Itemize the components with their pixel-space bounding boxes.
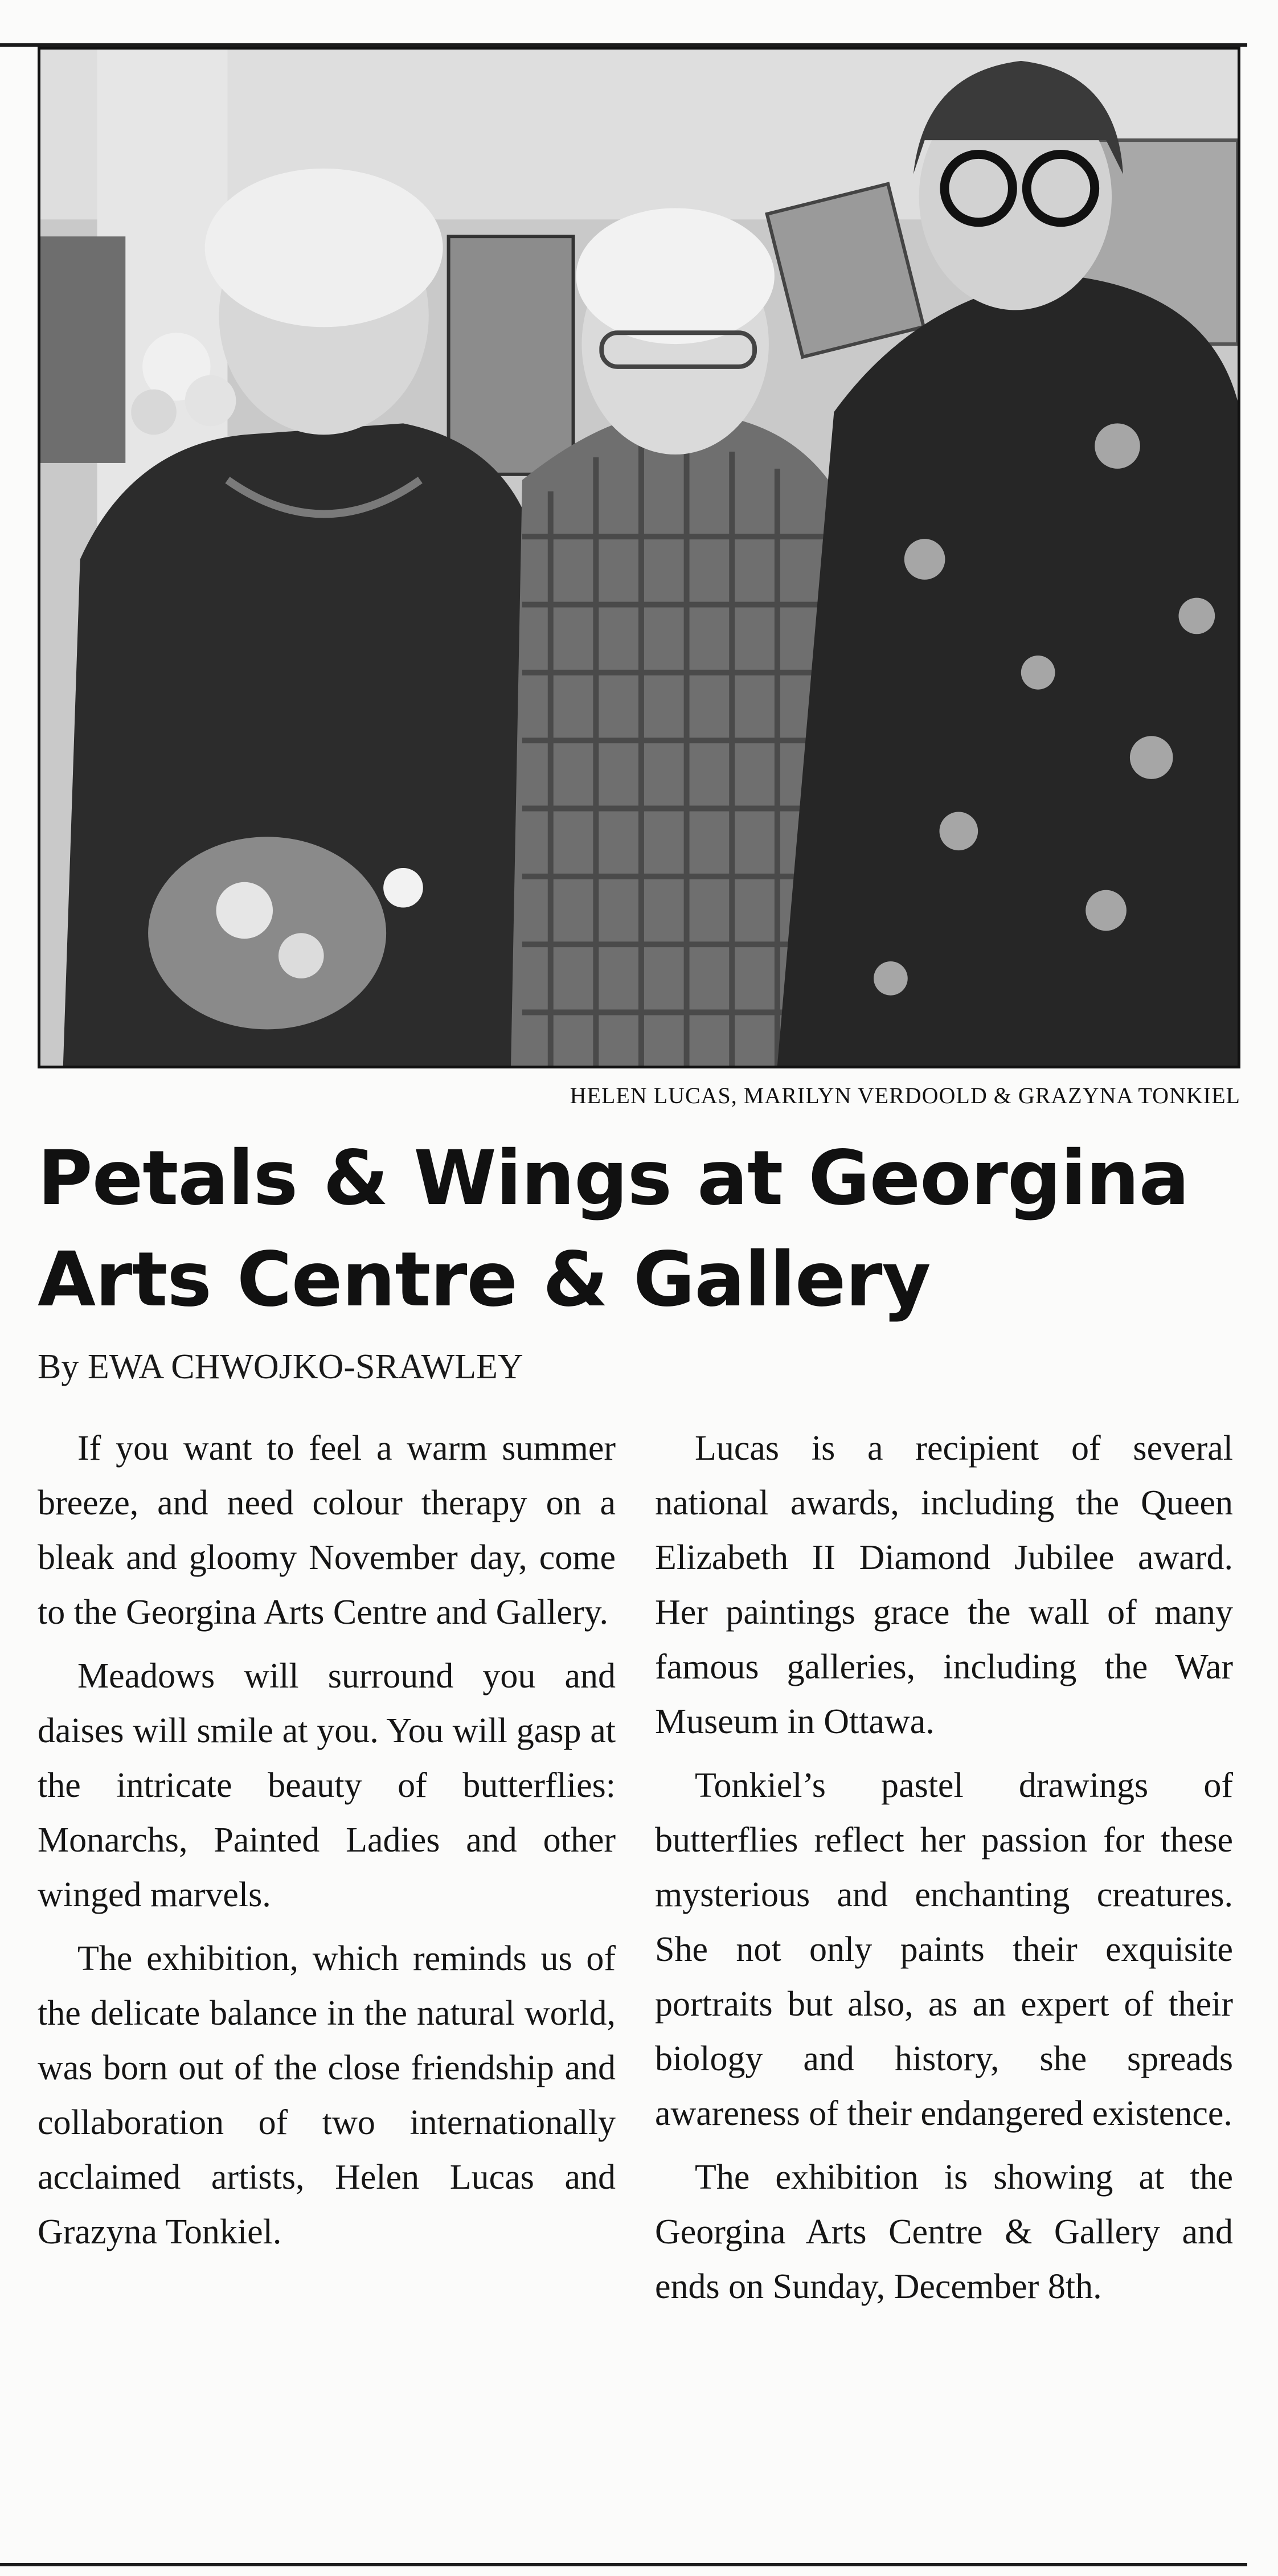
paragraph: The exhibition is showing at the Georgina Arts Centre & Gallery and ends on Sunday, December 8th. [655,2158,1233,2306]
photo-caption: HELEN LUCAS, MARILYN VERDOOLD & GRAZYNA TONKIEL [570,1083,1240,1108]
paragraph: Lucas is a recipient of several national awards, including the Queen Elizabeth II Diamond Jubilee award. Her paintings grace the wall of many famous galleries, including the War Museum in Ottawa. [655,1429,1233,1741]
paragraph: The exhibition, which reminds us of the delicate balance in the natural world, was born out of the close friendship and collaboration of two internationally acclaimed artists, Helen Lucas and Grazyna Tonkiel. [38,1939,616,2251]
article-photo [38,47,1240,1068]
article-column-left [38,1421,616,2268]
headline-line-1: Petals & Wings at Georgina [38,1135,1189,1222]
paragraph: Meadows will surround you and daises will smile at you. You will gasp at the intricate beauty of butterflies: Monarchs, Painted Ladies and other winged marvels. [38,1657,616,1914]
photo-illustration [40,50,1238,1066]
article-byline: By EWA CHWOJKO-SRAWLEY [38,1348,523,1386]
paragraph: If you want to feel a warm summer breeze, and need colour therapy on a bleak and gloomy November day, come to the Georgina Arts Centre and Gallery. [38,1429,616,1632]
bottom-rule [0,2563,1247,2566]
headline-line-2: Arts Centre & Gallery [38,1236,931,1324]
article-column-right [655,1421,1233,2323]
article-headline [38,1128,1234,1330]
paragraph: Tonkiel’s pastel drawings of butterflies reflect her passion for these mysterious and enchanting creatures. She not only paints their exquisite portraits but also, as an expert of their biology and history, she spreads awareness of their endangered existence. [655,1766,1233,2133]
